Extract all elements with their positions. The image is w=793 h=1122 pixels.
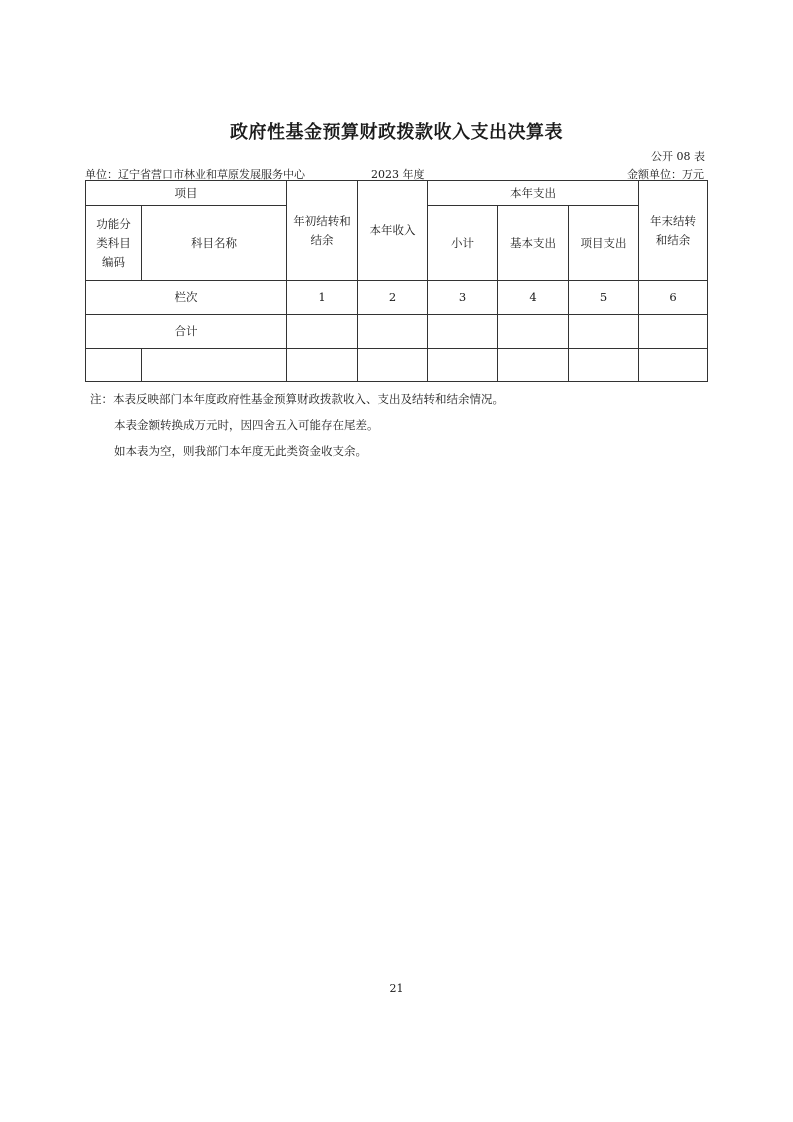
total-cell [569,315,639,349]
table-row [86,349,708,382]
empty-cell [639,349,708,382]
budget-table [85,180,708,382]
total-cell [358,315,428,349]
column-number-4: 4 [498,281,569,315]
column-number-6: 6 [639,281,708,315]
total-cell [498,315,569,349]
header-project-expense: 项目支出 [569,206,639,281]
header-opening-balance: 年初结转和 结余 [287,181,358,281]
page-title: 政府性基金预算财政拨款收入支出决算表 [230,122,563,143]
page-number: 21 [389,982,404,995]
header-subject-name: 科目名称 [142,206,287,281]
year-label: 2023 年度 [371,168,425,181]
column-number-label: 栏次 [86,281,287,315]
empty-cell [428,349,498,382]
total-label: 合计 [86,315,287,349]
header-basic-expense: 基本支出 [498,206,569,281]
note-line: 注：本表反映部门本年度政府性基金预算财政拨款收入、支出及结转和结余情况。 [90,392,504,406]
column-number-1: 1 [287,281,358,315]
column-number-row [86,281,708,315]
total-cell [639,315,708,349]
column-number-2: 2 [358,281,428,315]
form-code: 公开 08 表 [651,150,705,163]
notes [90,386,504,464]
meta-row [85,166,706,180]
total-cell [287,315,358,349]
column-number-3: 3 [428,281,498,315]
table-header-row-1 [86,181,708,206]
header-expense-group: 本年支出 [428,181,639,206]
empty-cell [569,349,639,382]
header-subtotal: 小计 [428,206,498,281]
header-income: 本年收入 [358,181,428,281]
column-number-5: 5 [569,281,639,315]
empty-cell [498,349,569,382]
note-line: 本表金额转换成万元时，因四舍五入可能存在尾差。 [114,418,379,432]
amount-unit-label: 金额单位：万元 [627,168,704,181]
header-closing-balance: 年末结转 和结余 [639,181,708,281]
total-cell [428,315,498,349]
unit-label: 单位：辽宁省营口市林业和草原发展服务中心 [85,168,305,181]
total-row [86,315,708,349]
header-item: 项目 [86,181,287,206]
note-line: 如本表为空，则我部门本年度无此类资金收支余。 [114,444,367,458]
header-func-code: 功能分 类科目 编码 [86,206,142,281]
empty-cell [86,349,142,382]
empty-cell [142,349,287,382]
empty-cell [287,349,358,382]
empty-cell [358,349,428,382]
